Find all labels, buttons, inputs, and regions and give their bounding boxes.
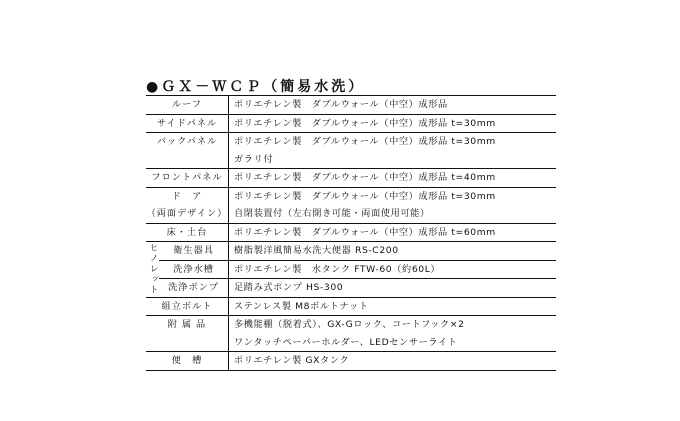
row-value-side-panel: ポリエチレン製 ダブルウォール（中空）成形品 t=30mm [229,114,557,133]
spec-title: ●ＧＸ－ＷＣＰ（簡易水洗） [146,79,366,95]
row-label-sanitary: 衛生器具 [159,242,228,261]
row-value-tank: ポリエチレン製 GXタンク [229,352,557,371]
row-label-roof: ルーフ [146,96,229,115]
table-row [146,223,556,242]
table-row [146,151,556,169]
row-value-roof: ポリエチレン製 ダブルウォール（中空）成形品 [229,96,557,115]
group-label-hinoret: ヒノレット [146,242,159,298]
row-value-flush-pump: 足踏み式ポンプ HS-300 [229,279,557,298]
table-row [146,96,556,115]
row-label-flush-tank: 洗浄水槽 [159,260,228,279]
row-label-front-panel: フロントパネル [146,169,229,188]
spec-table [146,95,556,371]
row-label-back-panel: バックパネル [146,133,229,151]
table-row [146,242,556,261]
row-label-bolts: 組立ボルト [146,297,229,316]
table-row [146,133,556,151]
table-row [146,260,556,279]
row-label-back-panel-cont [146,151,229,169]
row-value-flush-tank: ポリエチレン製 水タンク FTW-60（約60L） [229,260,557,279]
row-label-flush-pump: 洗浄ポンプ [159,279,228,298]
row-label-door: ド ア [146,187,229,205]
row-value-accessories-2: ワンタッチペーパーホルダー、LEDセンサーライト [229,334,557,352]
row-value-back-panel-louver: ガラリ付 [229,151,557,169]
row-label-accessories: 附 属 品 [146,316,229,334]
row-value-sanitary: 樹脂製洋風簡易水洗大便器 RS-C200 [229,242,557,261]
row-label-tank: 便 槽 [146,352,229,371]
row-value-floor: ポリエチレン製 ダブルウォール（中空）成形品 t=60mm [229,223,557,242]
row-value-door-closer: 自閉装置付（左右開き可能・両面使用可能） [229,205,557,223]
row-label-door-design: （両面デザイン） [146,205,229,223]
table-row [146,187,556,205]
table-row [146,114,556,133]
table-row [146,279,556,298]
table-row [146,316,556,334]
row-label-accessories-cont [146,334,229,352]
table-row [146,169,556,188]
row-value-door: ポリエチレン製 ダブルウォール（中空）成形品 t=30mm [234,190,496,202]
table-row [146,352,556,371]
table-row [146,334,556,352]
row-label-floor: 床・土台 [146,223,229,242]
row-value-accessories-1: 多機能棚（脱着式）、GX-Gロック、コートフック×2 [234,319,465,330]
row-value-bolts: ステンレス製 M8ボルトナット [229,297,557,316]
table-row [146,297,556,316]
table-row [146,205,556,223]
row-label-side-panel: サイドパネル [146,114,229,133]
row-value-back-panel: ポリエチレン製 ダブルウォール（中空）成形品 t=30mm [234,136,496,147]
row-value-front-panel: ポリエチレン製 ダブルウォール（中空）成形品 t=40mm [229,169,557,188]
